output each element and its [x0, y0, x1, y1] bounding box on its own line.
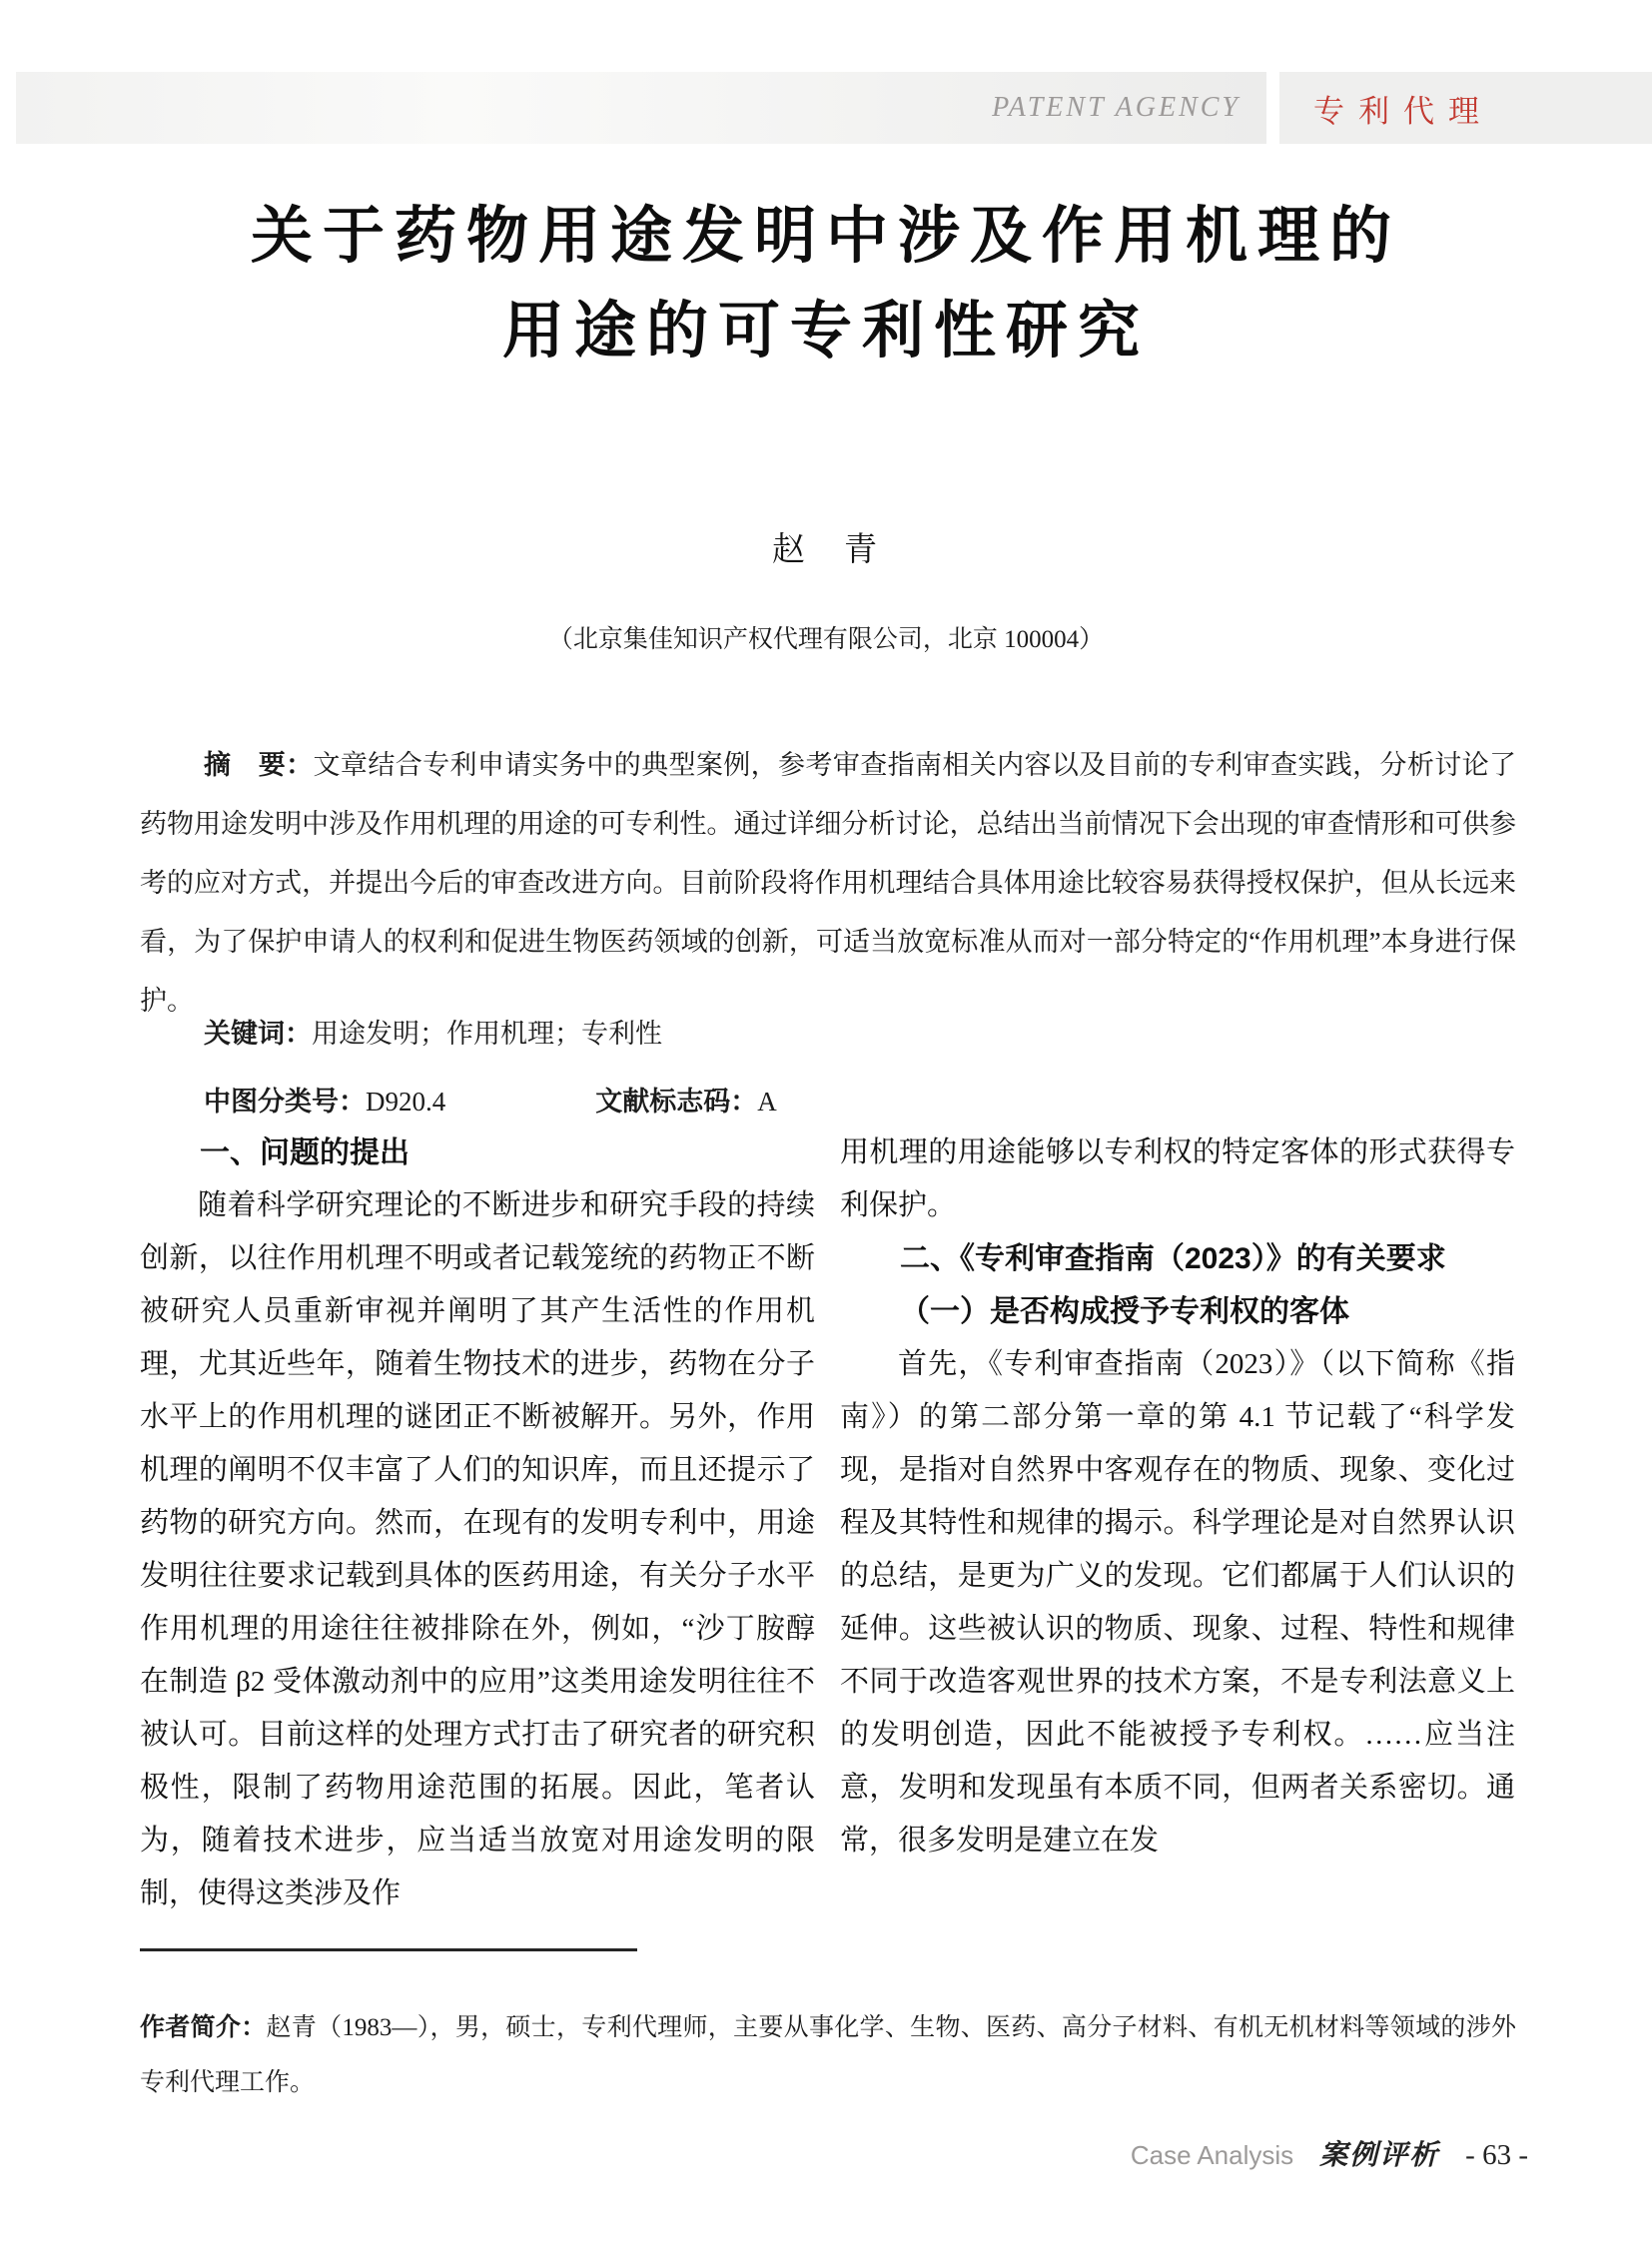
author-bio: [140, 2000, 1516, 2110]
abstract-label: 摘 要：: [204, 750, 314, 780]
article-title-line1: 关于药物用途发明中涉及作用机理的: [250, 203, 1401, 271]
page-footer: [1131, 2133, 1528, 2173]
page-number: - 63 -: [1465, 2139, 1528, 2171]
article-title: [0, 190, 1652, 379]
body-paragraph-1-continued: 用机理的用途能够以专利权的特定客体的形式获得专利保护。: [840, 1136, 1515, 1221]
footer-caption-english: Case Analysis: [1130, 2140, 1294, 2170]
header-section-box: [1279, 72, 1652, 144]
section-heading-2: 二、《专利审查指南（2023）》的有关要求: [900, 1242, 1446, 1275]
author-bio-text: 赵青（1983—），男，硕士，专利代理师，主要从事化学、生物、医药、高分子材料、有机无机材料等领域的涉外专利代理工作。: [140, 2014, 1516, 2096]
body-paragraph-1: 随着科学研究理论的不断进步和研究手段的持续创新，以往作用机理不明或者记载笼统的药物正不断被研究人员重新审视并阐明了其产生活性的作用机理，尤其近些年，随着生物技术的进步，药物在分子水平上的作用机理的谜团正不断被解开。另外，作用机理的阐明不仅丰富了人们的知识库，而且还提示了药物的研究方向。然而，在现有的发明专利中，用途发明往往要求记载到具体的医药用途，有关分子水平作用机理的用途往往被排除在外，例如，“沙丁胺醇在制造 β2 受体激动剂中的应用”这类用途发明往往不被认可。目前这样的处理方式打击了研究者的研究积极性，限制了药物用途范围的拓展。因此，笔者认为，随着技术进步，应当适当放宽对用途发明的限制，使得这类涉及作: [140, 1189, 815, 1909]
article-title-line2: 用途的可专利性研究: [501, 298, 1150, 366]
body-paragraph-2: 首先，《专利审查指南（2023）》（以下简称《指南》）的第二部分第一章的第 4.1 节记载了“科学发现，是指对自然界中客观存在的物质、现象、变化过程及其特性和规律的揭示。科学理论是对自然界认识的总结，是更为广义的发现。它们都属于人们认识的延伸。这些被认识的物质、现象、过程、特性和规律不同于改造客观世界的技术方案，不是专利法意义上的发明创造，因此不能被授予专利权。……应当注意，发明和发现虽有本质不同，但两者关系密切。通常，很多发明是建立在发: [840, 1348, 1515, 1857]
author-bio-label: 作者简介：: [140, 2013, 267, 2041]
clc-label: 中图分类号：: [204, 1087, 366, 1117]
author-affiliation: （北京集佳知识产权代理有限公司，北京 100004）: [547, 626, 1105, 653]
keywords-line: [140, 1012, 1516, 1051]
doc-code-label: 文献标志码：: [595, 1087, 758, 1117]
header-band: [16, 72, 1266, 144]
abstract-text: 文章结合专利申请实务中的典型案例，参考审查指南相关内容以及目前的专利审查实践，分析讨论了药物用途发明中涉及作用机理的用途的可专利性。通过详细分析讨论，总结出当前情况下会出现的审查情形和可供参考的应对方式，并提出今后的审查改进方向。目前阶段将作用机理结合具体用途比较容易获得授权保护，但从长远来看，为了保护申请人的权利和促进生物医药领域的创新，可适当放宽标准从而对一部分特定的“作用机理”本身进行保护。: [140, 750, 1517, 1016]
body-column-left: [140, 1126, 815, 1920]
keywords-text: 用途发明；作用机理；专利性: [312, 1019, 662, 1049]
journal-name-english: PATENT AGENCY: [992, 92, 1240, 123]
section-heading-1: 一、问题的提出: [200, 1136, 410, 1169]
author-name: 赵 青: [772, 532, 880, 568]
footer-caption-chinese: 案例评析: [1319, 2140, 1440, 2171]
doc-code-value: A: [757, 1087, 777, 1117]
subsection-heading-2-1: （一）是否构成授予专利权的客体: [900, 1295, 1349, 1328]
keywords-label: 关键词：: [204, 1019, 312, 1049]
classification-line: [140, 1080, 1516, 1119]
body-column-right: [840, 1126, 1515, 1868]
clc-value: D920.4: [366, 1087, 446, 1117]
footnote-divider: [140, 1948, 637, 1951]
section-title-chinese: 专利代理: [1313, 93, 1493, 129]
abstract-paragraph: [140, 736, 1516, 1031]
